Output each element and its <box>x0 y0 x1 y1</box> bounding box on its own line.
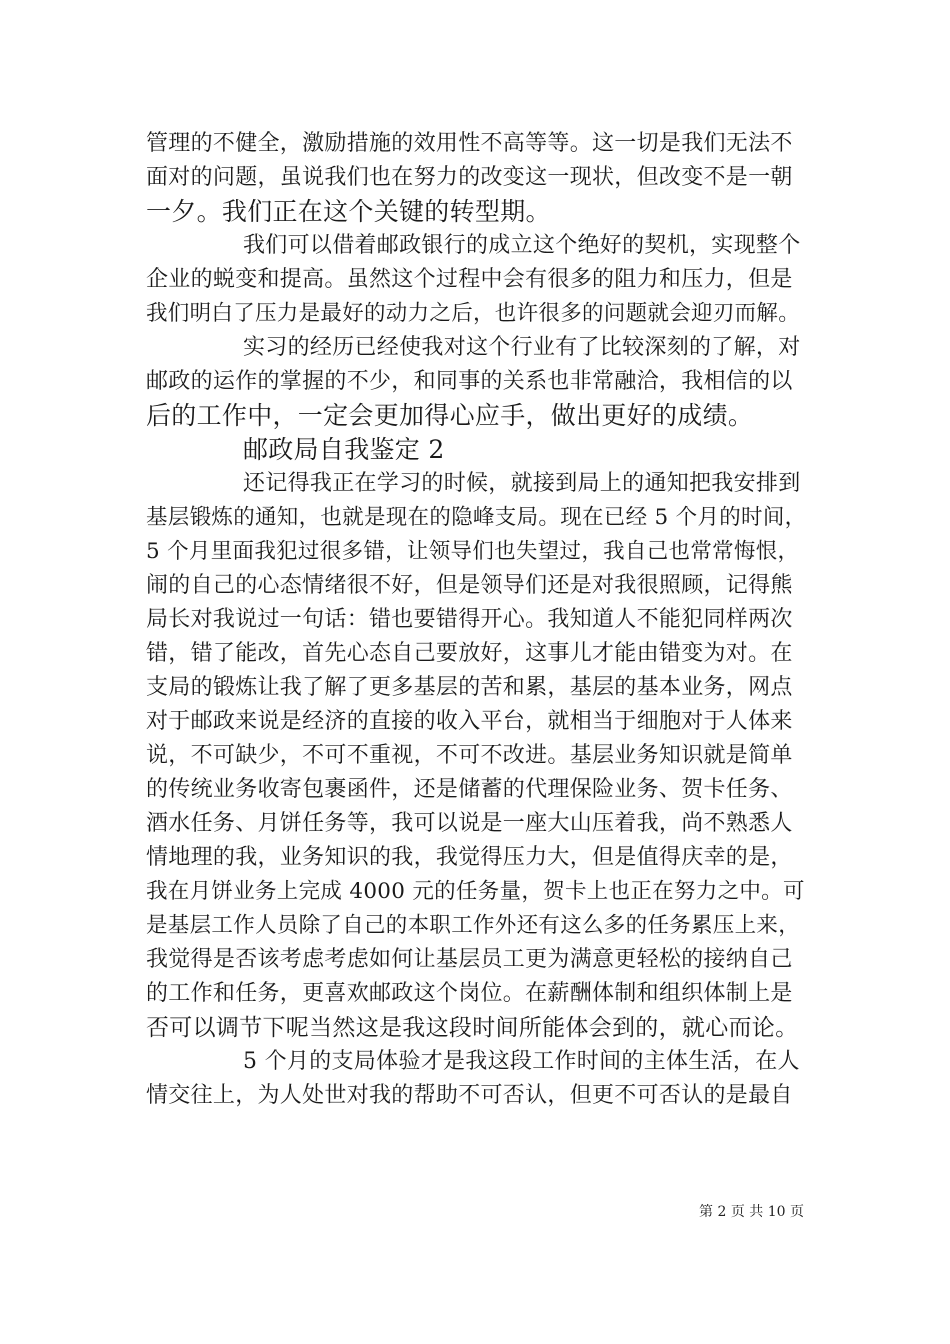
text-line: 局长对我说过一句话：错也要错得开心。我知道人不能犯同样两次 <box>146 607 793 632</box>
text-line: 的传统业务收寄包裹函件，还是储蓄的代理保险业务、贺卡任务、 <box>146 777 793 802</box>
text-line: 企业的蜕变和提高。虽然这个过程中会有很多的阻力和压力，但是 <box>146 267 793 292</box>
text-line: 还记得我正在学习的时候，就接到局上的通知把我安排到 <box>243 471 801 496</box>
text-line: 支局的锻炼让我了解了更多基层的苦和累，基层的基本业务，网点 <box>146 675 793 700</box>
text-line: 情交往上，为人处世对我的帮助不可否认，但更不可否认的是最自 <box>146 1083 793 1108</box>
text-line: 的工作和任务，更喜欢邮政这个岗位。在薪酬体制和组织体制上是 <box>146 981 793 1006</box>
text-line: 我在月饼业务上完成 4000 元的任务量，贺卡上也正在努力之中。可 <box>146 879 805 904</box>
text-line: 否可以调节下呢当然这是我这段时间所能体会到的，就心而论。 <box>146 1015 799 1041</box>
text-line: 对于邮政来说是经济的直接的收入平台，就相当于细胞对于人体来 <box>146 709 793 734</box>
text-line: 我们明白了压力是最好的动力之后，也许很多的问题就会迎刃而解。 <box>146 301 801 326</box>
text-line: 我们可以借着邮政银行的成立这个绝好的契机，实现整个 <box>243 233 801 258</box>
text-line: 基层锻炼的通知，也就是现在的隐峰支局。现在已经 5 个月的时间， <box>146 505 807 530</box>
text-line: 错，错了能改，首先心态自己要放好，这事儿才能由错变为对。在 <box>146 641 793 666</box>
text-line: 闹的自己的心态情绪很不好，但是领导们还是对我很照顾，记得熊 <box>146 573 793 598</box>
text-line: 实习的经历已经使我对这个行业有了比较深刻的了解，对 <box>243 335 801 360</box>
text-line: 酒水任务、月饼任务等，我可以说是一座大山压着我，尚不熟悉人 <box>146 811 793 836</box>
text-line: 一夕。我们正在这个关键的转型期。 <box>146 197 551 226</box>
text-line: 情地理的我，业务知识的我，我觉得压力大，但是值得庆幸的是， <box>146 845 793 870</box>
text-line: 后的工作中，一定会更加得心应手，做出更好的成绩。 <box>146 401 754 430</box>
page-number: 第 2 页 共 10 页 <box>699 1204 804 1220</box>
section-heading: 邮政局自我鉴定 2 <box>243 435 445 464</box>
text-line: 管理的不健全，激励措施的效用性不高等等。这一切是我们无法不 <box>146 131 793 156</box>
text-line: 我觉得是否该考虑考虑如何让基层员工更为满意更轻松的接纳自己 <box>146 947 793 972</box>
text-line: 面对的问题，虽说我们也在努力的改变这一现状，但改变不是一朝 <box>146 165 793 190</box>
text-line: 5 个月里面我犯过很多错，让领导们也失望过，我自己也常常悔恨， <box>146 539 800 564</box>
text-line: 邮政的运作的掌握的不少，和同事的关系也非常融洽，我相信的以 <box>146 369 793 394</box>
text-line: 说，不可缺少，不可不重视，不可不改进。基层业务知识就是简单 <box>146 743 793 768</box>
text-line: 5 个月的支局体验才是我这段工作时间的主体生活，在人 <box>243 1049 800 1074</box>
text-line: 是基层工作人员除了自己的本职工作外还有这么多的任务累压上来， <box>146 913 801 938</box>
